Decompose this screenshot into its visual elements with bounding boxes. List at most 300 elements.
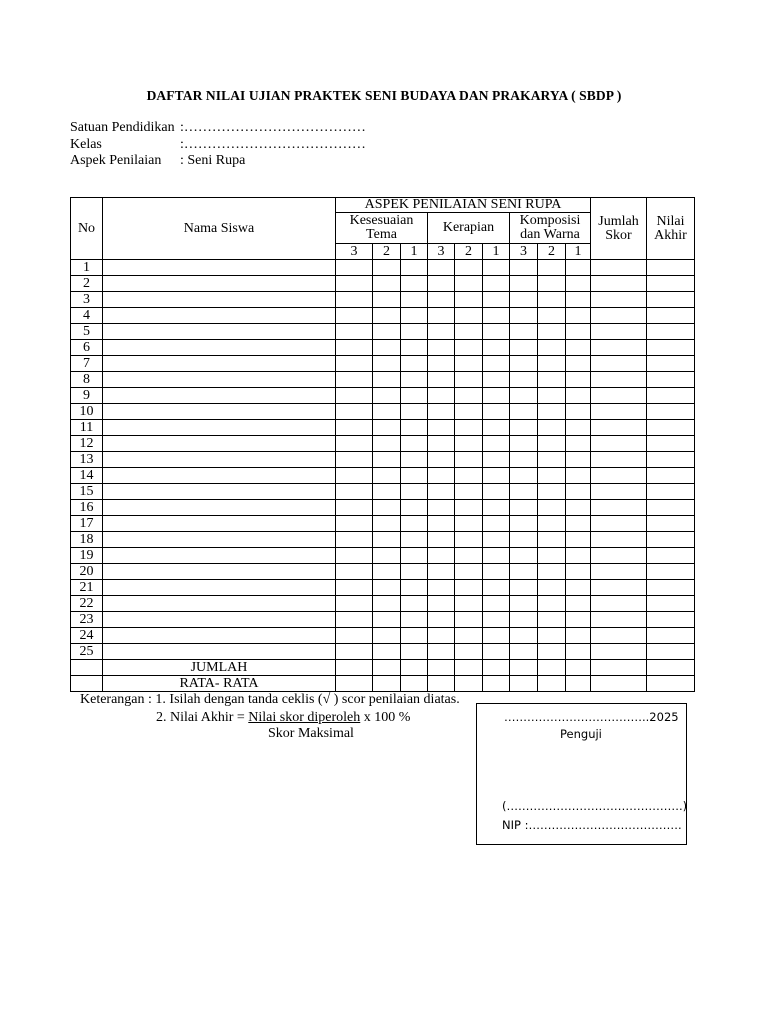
score-cell: [566, 372, 591, 388]
score-cell: [455, 596, 483, 612]
table-row: [71, 628, 695, 644]
score-cell: [483, 324, 510, 340]
score-cell: [566, 388, 591, 404]
score-cell: [373, 356, 401, 372]
score-cell: [373, 516, 401, 532]
score-cell: [538, 564, 566, 580]
student-name-cell: [103, 404, 336, 420]
score-cell: [455, 340, 483, 356]
score-cell: [373, 420, 401, 436]
row-number: 5: [71, 324, 103, 340]
nilai-akhir-cell: [647, 324, 695, 340]
score-header: 3: [336, 244, 373, 260]
score-cell: [483, 580, 510, 596]
row-number: 23: [71, 612, 103, 628]
score-cell: [428, 580, 455, 596]
score-cell: [455, 548, 483, 564]
score-cell: [510, 372, 538, 388]
score-cell: [373, 452, 401, 468]
score-cell: [566, 260, 591, 276]
header-nilai-akhir: Nilai Akhir: [647, 198, 695, 260]
score-cell: [455, 660, 483, 676]
jumlah-skor-cell: [591, 340, 647, 356]
score-cell: [538, 436, 566, 452]
row-number: 15: [71, 484, 103, 500]
score-cell: [455, 484, 483, 500]
score-cell: [510, 356, 538, 372]
score-cell: [455, 676, 483, 692]
score-cell: [401, 612, 428, 628]
header-aspek-penilaian: ASPEK PENILAIAN SENI RUPA: [336, 198, 591, 213]
score-cell: [510, 468, 538, 484]
student-name-cell: [103, 372, 336, 388]
score-cell: [483, 676, 510, 692]
score-cell: [538, 260, 566, 276]
score-cell: [538, 324, 566, 340]
score-cell: [401, 372, 428, 388]
header-nama-siswa: Nama Siswa: [103, 198, 336, 260]
score-cell: [336, 420, 373, 436]
table-row: [71, 484, 695, 500]
student-name-cell: [103, 436, 336, 452]
score-cell: [336, 356, 373, 372]
student-name-cell: [103, 644, 336, 660]
score-header: 1: [566, 244, 591, 260]
student-name-cell: [103, 420, 336, 436]
score-cell: [566, 516, 591, 532]
score-cell: [428, 644, 455, 660]
score-cell: [510, 612, 538, 628]
score-cell: [401, 324, 428, 340]
score-cell: [373, 612, 401, 628]
score-cell: [428, 628, 455, 644]
row-number: 1: [71, 260, 103, 276]
score-cell: [336, 484, 373, 500]
score-cell: [510, 644, 538, 660]
document-title: DAFTAR NILAI UJIAN PRAKTEK SENI BUDAYA DAN PRAKARYA ( SBDP ): [146, 88, 622, 103]
jumlah-skor-cell: [591, 532, 647, 548]
score-cell: [336, 468, 373, 484]
table-row: [71, 580, 695, 596]
score-cell: [373, 644, 401, 660]
score-cell: [336, 500, 373, 516]
score-cell: [538, 420, 566, 436]
score-cell: [483, 548, 510, 564]
signature-role: Penguji: [560, 727, 602, 741]
nilai-akhir-cell: [647, 308, 695, 324]
score-cell: [455, 324, 483, 340]
score-cell: [336, 340, 373, 356]
table-row: [71, 276, 695, 292]
header-kerapian: Kerapian: [428, 213, 510, 244]
student-name-cell: [103, 580, 336, 596]
score-cell: [373, 260, 401, 276]
table-row: [71, 340, 695, 356]
score-cell: [455, 564, 483, 580]
nilai-akhir-cell: [647, 340, 695, 356]
row-number: 9: [71, 388, 103, 404]
score-cell: [510, 532, 538, 548]
score-cell: [566, 644, 591, 660]
jumlah-skor-cell: [591, 484, 647, 500]
score-cell: [428, 404, 455, 420]
score-cell: [538, 452, 566, 468]
score-cell: [373, 436, 401, 452]
rata-rata-label: RATA- RATA: [103, 676, 336, 692]
score-cell: [336, 516, 373, 532]
nilai-akhir-cell: [647, 596, 695, 612]
score-cell: [428, 436, 455, 452]
score-cell: [483, 276, 510, 292]
score-cell: [455, 612, 483, 628]
score-cell: [428, 564, 455, 580]
score-cell: [510, 420, 538, 436]
nilai-akhir-cell: [647, 612, 695, 628]
score-cell: [455, 452, 483, 468]
score-cell: [538, 276, 566, 292]
jumlah-skor-cell: [591, 452, 647, 468]
table-row: [71, 436, 695, 452]
score-cell: [566, 308, 591, 324]
nilai-akhir-cell: [647, 676, 695, 692]
score-cell: [428, 660, 455, 676]
score-cell: [428, 452, 455, 468]
jumlah-skor-cell: [591, 324, 647, 340]
score-cell: [373, 292, 401, 308]
student-name-cell: [103, 596, 336, 612]
nilai-akhir-cell: [647, 468, 695, 484]
student-name-cell: [103, 356, 336, 372]
score-cell: [455, 388, 483, 404]
table-row: [71, 388, 695, 404]
score-cell: [483, 420, 510, 436]
info-label: Aspek Penilaian: [70, 153, 162, 168]
score-cell: [483, 260, 510, 276]
score-cell: [401, 628, 428, 644]
row-number: 10: [71, 404, 103, 420]
score-cell: [538, 388, 566, 404]
nilai-akhir-cell: [647, 436, 695, 452]
score-cell: [455, 644, 483, 660]
score-cell: [401, 420, 428, 436]
score-cell: [566, 484, 591, 500]
score-cell: [510, 308, 538, 324]
table-row: [71, 260, 695, 276]
score-cell: [483, 564, 510, 580]
note-formula-denominator: Skor Maksimal: [268, 726, 354, 741]
jumlah-skor-cell: [591, 372, 647, 388]
table-row: [71, 452, 695, 468]
score-cell: [538, 404, 566, 420]
student-name-cell: [103, 532, 336, 548]
score-cell: [566, 532, 591, 548]
student-name-cell: [103, 452, 336, 468]
nilai-akhir-cell: [647, 356, 695, 372]
score-cell: [455, 260, 483, 276]
score-cell: [483, 516, 510, 532]
score-cell: [373, 676, 401, 692]
score-cell: [428, 676, 455, 692]
note-line-2: [156, 710, 410, 726]
score-cell: [401, 292, 428, 308]
score-cell: [510, 580, 538, 596]
score-cell: [336, 308, 373, 324]
score-cell: [510, 340, 538, 356]
score-cell: [428, 324, 455, 340]
score-cell: [336, 324, 373, 340]
score-cell: [373, 564, 401, 580]
student-name-cell: [103, 260, 336, 276]
score-cell: [336, 660, 373, 676]
jumlah-skor-cell: [591, 660, 647, 676]
score-cell: [483, 596, 510, 612]
score-cell: [455, 468, 483, 484]
score-cell: [401, 500, 428, 516]
score-cell: [401, 388, 428, 404]
jumlah-skor-cell: [591, 564, 647, 580]
jumlah-skor-cell: [591, 276, 647, 292]
score-cell: [336, 532, 373, 548]
jumlah-skor-cell: [591, 500, 647, 516]
nilai-akhir-cell: [647, 276, 695, 292]
score-cell: [455, 532, 483, 548]
score-cell: [455, 372, 483, 388]
table-row: [71, 500, 695, 516]
signature-name: (……………………………………….): [502, 799, 688, 813]
score-cell: [510, 548, 538, 564]
score-cell: [566, 596, 591, 612]
nilai-akhir-cell: [647, 388, 695, 404]
jumlah-row: [71, 660, 695, 676]
table-row: [71, 532, 695, 548]
rata-rata-row: [71, 676, 695, 692]
score-cell: [510, 516, 538, 532]
info-label: Kelas: [70, 137, 102, 152]
jumlah-label: JUMLAH: [103, 660, 336, 676]
score-cell: [428, 276, 455, 292]
score-cell: [538, 628, 566, 644]
score-cell: [373, 404, 401, 420]
score-cell: [483, 660, 510, 676]
score-cell: [538, 596, 566, 612]
score-cell: [428, 372, 455, 388]
nilai-akhir-cell: [647, 372, 695, 388]
score-cell: [538, 532, 566, 548]
score-header: 1: [401, 244, 428, 260]
score-cell: [428, 612, 455, 628]
score-cell: [483, 612, 510, 628]
table-row: [71, 308, 695, 324]
score-cell: [510, 660, 538, 676]
score-cell: [483, 388, 510, 404]
score-cell: [373, 548, 401, 564]
score-cell: [510, 388, 538, 404]
score-cell: [566, 500, 591, 516]
score-cell: [336, 644, 373, 660]
header-jumlah-skor: Jumlah Skor: [591, 198, 647, 260]
score-cell: [483, 292, 510, 308]
table-row: [71, 356, 695, 372]
nilai-akhir-cell: [647, 516, 695, 532]
score-cell: [455, 580, 483, 596]
nilai-akhir-cell: [647, 548, 695, 564]
score-cell: [401, 260, 428, 276]
student-name-cell: [103, 468, 336, 484]
table-row: [71, 644, 695, 660]
info-value: :…………………………………: [180, 120, 366, 135]
score-cell: [428, 500, 455, 516]
score-cell: [336, 372, 373, 388]
score-cell: [336, 436, 373, 452]
score-cell: [455, 404, 483, 420]
score-cell: [428, 388, 455, 404]
score-cell: [401, 532, 428, 548]
row-number: 6: [71, 340, 103, 356]
score-cell: [336, 564, 373, 580]
student-name-cell: [103, 292, 336, 308]
score-cell: [483, 644, 510, 660]
signature-date: ………………………………..2025: [504, 710, 679, 724]
nilai-akhir-cell: [647, 564, 695, 580]
score-cell: [373, 596, 401, 612]
score-cell: [566, 436, 591, 452]
score-cell: [483, 436, 510, 452]
score-cell: [428, 532, 455, 548]
score-cell: [428, 596, 455, 612]
score-cell: [510, 276, 538, 292]
note-formula-prefix: 2. Nilai Akhir =: [156, 710, 249, 725]
score-cell: [538, 340, 566, 356]
score-cell: [336, 596, 373, 612]
table-row: [71, 612, 695, 628]
jumlah-skor-cell: [591, 404, 647, 420]
score-cell: [401, 356, 428, 372]
score-cell: [336, 260, 373, 276]
score-cell: [455, 356, 483, 372]
score-cell: [510, 484, 538, 500]
score-cell: [373, 532, 401, 548]
row-number: 11: [71, 420, 103, 436]
note-formula-numerator: Nilai skor diperoleh: [248, 710, 361, 725]
score-cell: [483, 500, 510, 516]
score-cell: [566, 276, 591, 292]
row-number: 12: [71, 436, 103, 452]
note-formula-suffix: x 100 %: [360, 710, 411, 725]
student-name-cell: [103, 324, 336, 340]
score-cell: [428, 516, 455, 532]
score-cell: [510, 324, 538, 340]
table-row: [71, 404, 695, 420]
score-cell: [566, 676, 591, 692]
nilai-akhir-cell: [647, 580, 695, 596]
score-cell: [336, 548, 373, 564]
student-name-cell: [103, 628, 336, 644]
row-number: 22: [71, 596, 103, 612]
score-cell: [566, 420, 591, 436]
row-number: 21: [71, 580, 103, 596]
score-cell: [538, 660, 566, 676]
score-cell: [455, 292, 483, 308]
score-cell: [428, 420, 455, 436]
jumlah-skor-cell: [591, 644, 647, 660]
score-cell: [373, 628, 401, 644]
score-cell: [401, 340, 428, 356]
score-cell: [510, 452, 538, 468]
row-number: 20: [71, 564, 103, 580]
score-cell: [401, 660, 428, 676]
row-number: 17: [71, 516, 103, 532]
score-cell: [455, 276, 483, 292]
nilai-akhir-cell: [647, 404, 695, 420]
info-value: : Seni Rupa: [180, 153, 246, 168]
score-cell: [373, 500, 401, 516]
score-cell: [336, 612, 373, 628]
jumlah-skor-cell: [591, 356, 647, 372]
score-cell: [336, 676, 373, 692]
score-cell: [510, 628, 538, 644]
student-name-cell: [103, 500, 336, 516]
student-name-cell: [103, 516, 336, 532]
score-cell: [538, 676, 566, 692]
score-cell: [510, 260, 538, 276]
score-cell: [566, 548, 591, 564]
score-cell: [483, 340, 510, 356]
score-cell: [428, 340, 455, 356]
table-row: [71, 516, 695, 532]
score-cell: [373, 324, 401, 340]
score-cell: [566, 580, 591, 596]
info-aspek-penilaian: [70, 153, 245, 169]
jumlah-skor-cell: [591, 596, 647, 612]
nilai-akhir-cell: [647, 260, 695, 276]
score-cell: [566, 340, 591, 356]
student-name-cell: [103, 308, 336, 324]
student-name-cell: [103, 276, 336, 292]
score-cell: [373, 340, 401, 356]
table-row: [71, 372, 695, 388]
row-number: 16: [71, 500, 103, 516]
table-row: [71, 292, 695, 308]
score-cell: [401, 436, 428, 452]
student-name-cell: [103, 612, 336, 628]
score-cell: [510, 676, 538, 692]
row-number: 18: [71, 532, 103, 548]
row-number: 4: [71, 308, 103, 324]
student-name-cell: [103, 484, 336, 500]
score-cell: [538, 372, 566, 388]
score-table: [70, 197, 695, 692]
score-cell: [401, 564, 428, 580]
score-cell: [455, 420, 483, 436]
nilai-akhir-cell: [647, 420, 695, 436]
score-cell: [538, 516, 566, 532]
nilai-akhir-cell: [647, 532, 695, 548]
score-cell: [401, 484, 428, 500]
score-cell: [336, 404, 373, 420]
score-cell: [455, 436, 483, 452]
row-number: 24: [71, 628, 103, 644]
score-cell: [566, 404, 591, 420]
jumlah-skor-cell: [591, 516, 647, 532]
jumlah-skor-cell: [591, 292, 647, 308]
score-cell: [373, 484, 401, 500]
jumlah-skor-cell: [591, 548, 647, 564]
score-cell: [373, 468, 401, 484]
score-cell: [428, 292, 455, 308]
score-cell: [510, 292, 538, 308]
score-cell: [401, 596, 428, 612]
nilai-akhir-cell: [647, 452, 695, 468]
